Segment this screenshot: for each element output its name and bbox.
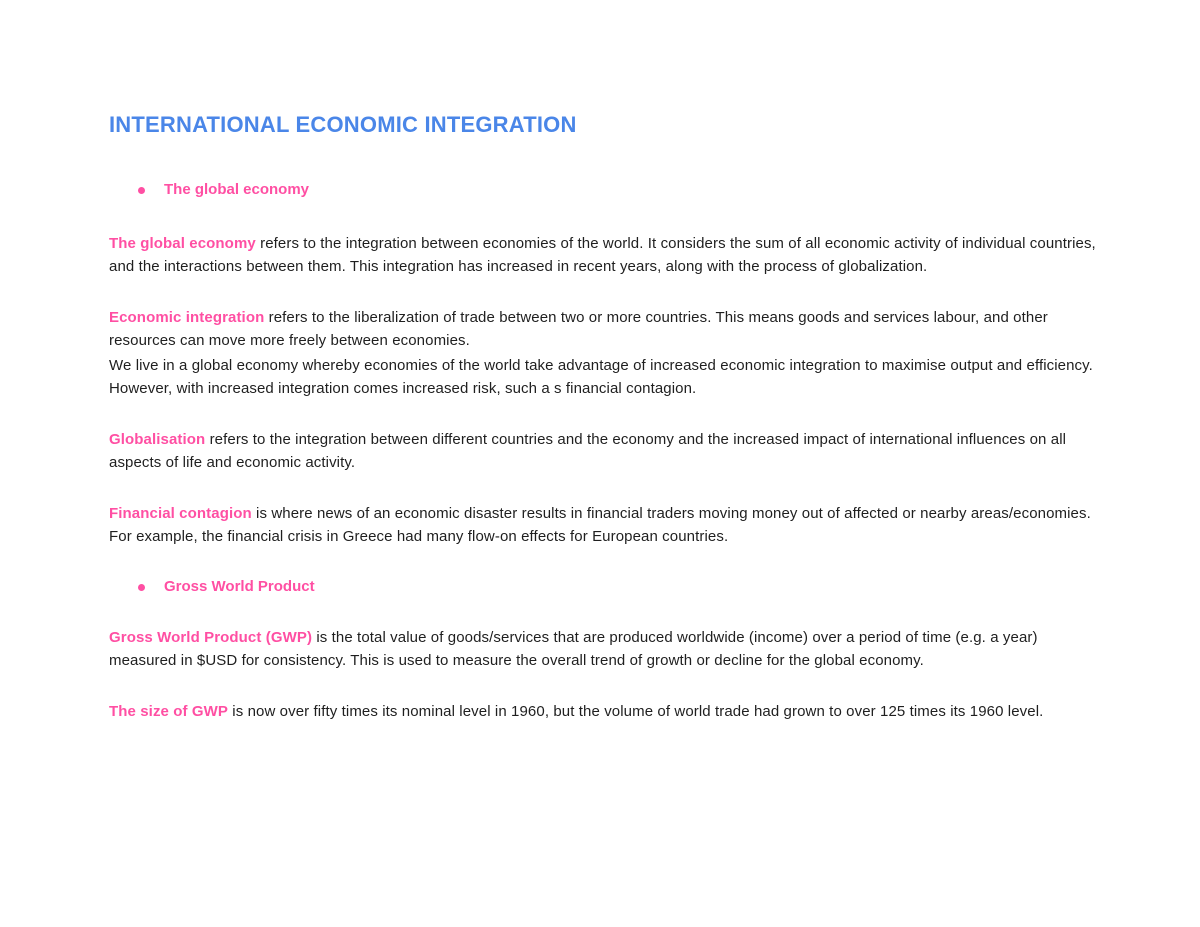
paragraph-text: is the total value of goods/services that are produced worldwide (income) over a period of time (e.g. a year) measured in $USD for consistency. This is used to measure the overall trend of growth or decline for the global economy. [109, 629, 1038, 669]
paragraph-text: refers to the liberalization of trade between two or more countries. This means goods and services labour, and other resources can move more freely between economies. [109, 309, 1048, 349]
section-heading-label: The global economy [164, 181, 310, 198]
bullet-icon [138, 584, 145, 591]
paragraph-text: refers to the integration between different countries and the economy and the increased impact of international influences on all aspects of life and economic activity. [109, 431, 1067, 471]
paragraph-text: is now over fifty times its nominal level in 1960, but the volume of world trade had grown to over 125 times its 1960 level. [228, 703, 1044, 720]
section-heading-global-economy [138, 179, 1099, 201]
document-content [109, 110, 1099, 723]
bullet-icon [138, 187, 145, 194]
paragraph-text: We live in a global economy whereby economies of the world take advantage of increased economic integration to maximise output and efficiency. However, with increased integration comes increased risk, such a s financial contagion. [109, 357, 1093, 397]
paragraph-text: is where news of an economic disaster results in financial traders moving money out of affected or nearby areas/economies. For example, the financial crisis in Greece had many flow-on effects for European countries. [109, 505, 1091, 545]
term: Gross World Product (GWP) [109, 629, 313, 646]
term: Economic integration [109, 309, 265, 326]
paragraph-global-economy-risk [109, 354, 1099, 400]
paragraph-global-economy [109, 232, 1099, 278]
paragraph-economic-integration [109, 306, 1099, 352]
paragraph-globalisation [109, 428, 1099, 474]
term: The global economy [109, 235, 256, 252]
paragraph-gwp-definition [109, 626, 1099, 672]
paragraph-text: refers to the integration between economies of the world. It considers the sum of all economic activity of individual countries, and the interactions between them. This integration has increased in recent years, along with the process of globalization. [109, 235, 1096, 275]
term: Globalisation [109, 431, 206, 448]
term: The size of GWP [109, 703, 229, 720]
paragraph-financial-contagion [109, 502, 1099, 548]
section-heading-label: Gross World Product [164, 578, 315, 595]
page-title: INTERNATIONAL ECONOMIC INTEGRATION [109, 112, 577, 137]
term: Financial contagion [109, 505, 252, 522]
paragraph-gwp-size [109, 700, 1099, 723]
section-heading-gross-world-product [138, 576, 1099, 598]
